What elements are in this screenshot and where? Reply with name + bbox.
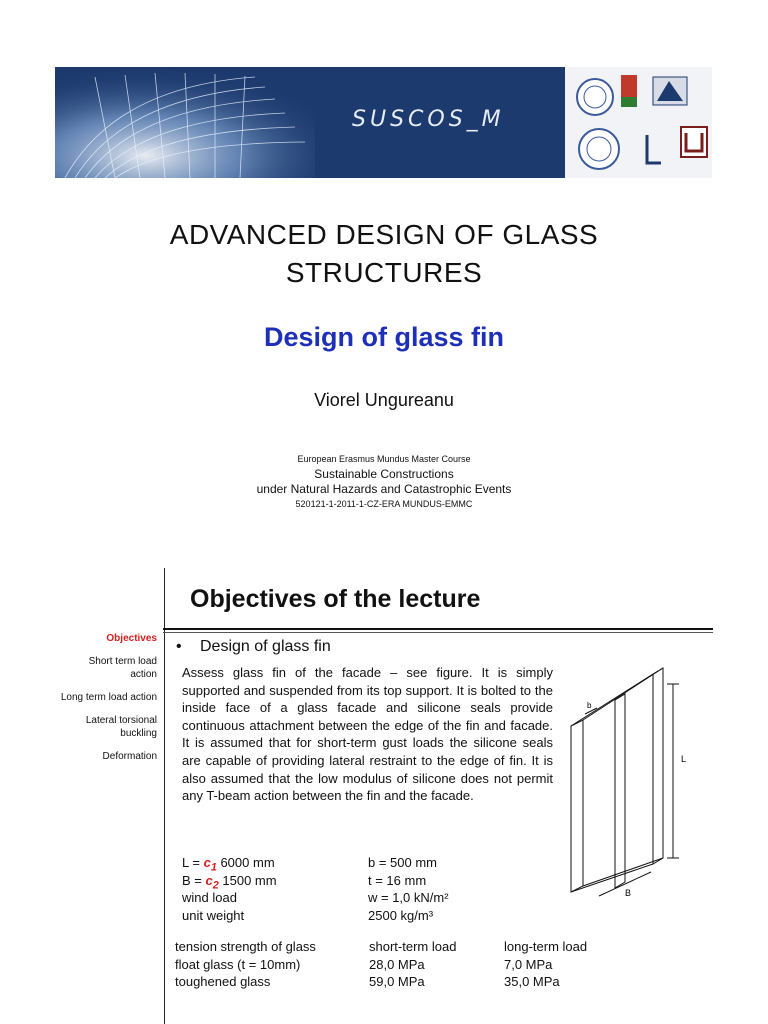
param-L: $L = c_1$ 6000 mm [182, 855, 275, 874]
nav-item-deformation[interactable]: Deformation [102, 751, 157, 762]
table-cell: float glass (t = 10mm) [175, 956, 301, 972]
course-line-2: Sustainable Constructions [314, 467, 454, 481]
bullet-text: Design of glass fin [200, 638, 331, 655]
slide-divider-horizontal [163, 628, 713, 630]
slide-nav [60, 632, 157, 773]
brand-logo-text: SUSCOS_M [352, 107, 505, 132]
table-row [175, 973, 595, 991]
param-t: t = 16 mm [368, 872, 427, 888]
course-line-4: 520121-1-2011-1-CZ-ERA MUNDUS-EMMC [295, 499, 473, 509]
table-header-row [175, 938, 595, 956]
table-row [175, 956, 595, 974]
course-line-1: European Erasmus Mundus Master Course [297, 454, 471, 464]
table-cell: 7,0 MPa [504, 956, 553, 972]
lecture-title [0, 216, 768, 292]
course-line-3: under Natural Hazards and Catastrophic Events [256, 482, 512, 496]
param-wind-label: wind load [182, 890, 237, 905]
bullet-dot: • [176, 638, 182, 655]
table-header: tension strength of glass [175, 939, 316, 954]
parameters-block [182, 854, 582, 924]
slide-heading: Objectives of the lecture [190, 585, 481, 613]
university-logos [565, 67, 712, 178]
param-wind-value: w = 1,0 kN/m² [368, 890, 449, 905]
lecture-subtitle: Design of glass fin [263, 322, 505, 352]
slide-divider-horizontal-thin [163, 632, 713, 633]
param-B: $B = c_2$ 1500 mm [182, 872, 277, 892]
param-weight-value: 2500 kg/m³ [368, 907, 434, 923]
table-cell: toughened glass [175, 974, 271, 989]
param-weight-label: unit weight [182, 907, 245, 923]
table-header: long-term load [504, 939, 588, 954]
table-cell: 59,0 MPa [369, 974, 425, 989]
strength-table [175, 938, 595, 991]
nav-item-short-term[interactable]: Short term load action [88, 656, 157, 680]
nav-item-long-term[interactable]: Long term load action [60, 692, 157, 703]
author-name: Viorel Ungureanu [314, 390, 454, 410]
table-cell: 35,0 MPa [504, 974, 560, 989]
slide-divider-vertical [164, 568, 165, 1024]
figure-label-B: B [625, 888, 632, 898]
table-header: short-term load [369, 939, 457, 954]
table-cell: 28,0 MPa [369, 956, 425, 972]
nav-item-lateral-torsional[interactable]: Lateral torsional buckling [85, 715, 157, 739]
nav-item-objectives[interactable]: Objectives [106, 633, 157, 644]
header-banner [55, 67, 712, 178]
glass-fin-figure [563, 662, 713, 902]
title-line-1: ADVANCED DESIGN OF GLASS [169, 219, 599, 250]
description-paragraph: Assess glass fin of the facade – see figure. It is simply supported and suspended from its top support. It is bolted to the inside face of a glass facade and silicone seals provide continuous attachment between the edge of the fin and facade. It is assumed that for short-term gust loads the silicone seals are capable of providing lateral restraint to the edge of fin. It is also assumed that the low modulus of silicone does not permit any T-beam action between the fin and the facade. [182, 665, 553, 804]
param-b: b = 500 mm [368, 855, 438, 870]
structure-graphic [55, 67, 315, 178]
title-line-2: STRUCTURES [285, 257, 483, 288]
figure-label-b: b [587, 701, 592, 710]
bullet-item [176, 638, 331, 656]
course-info [0, 452, 768, 512]
figure-label-L: L [681, 754, 687, 764]
